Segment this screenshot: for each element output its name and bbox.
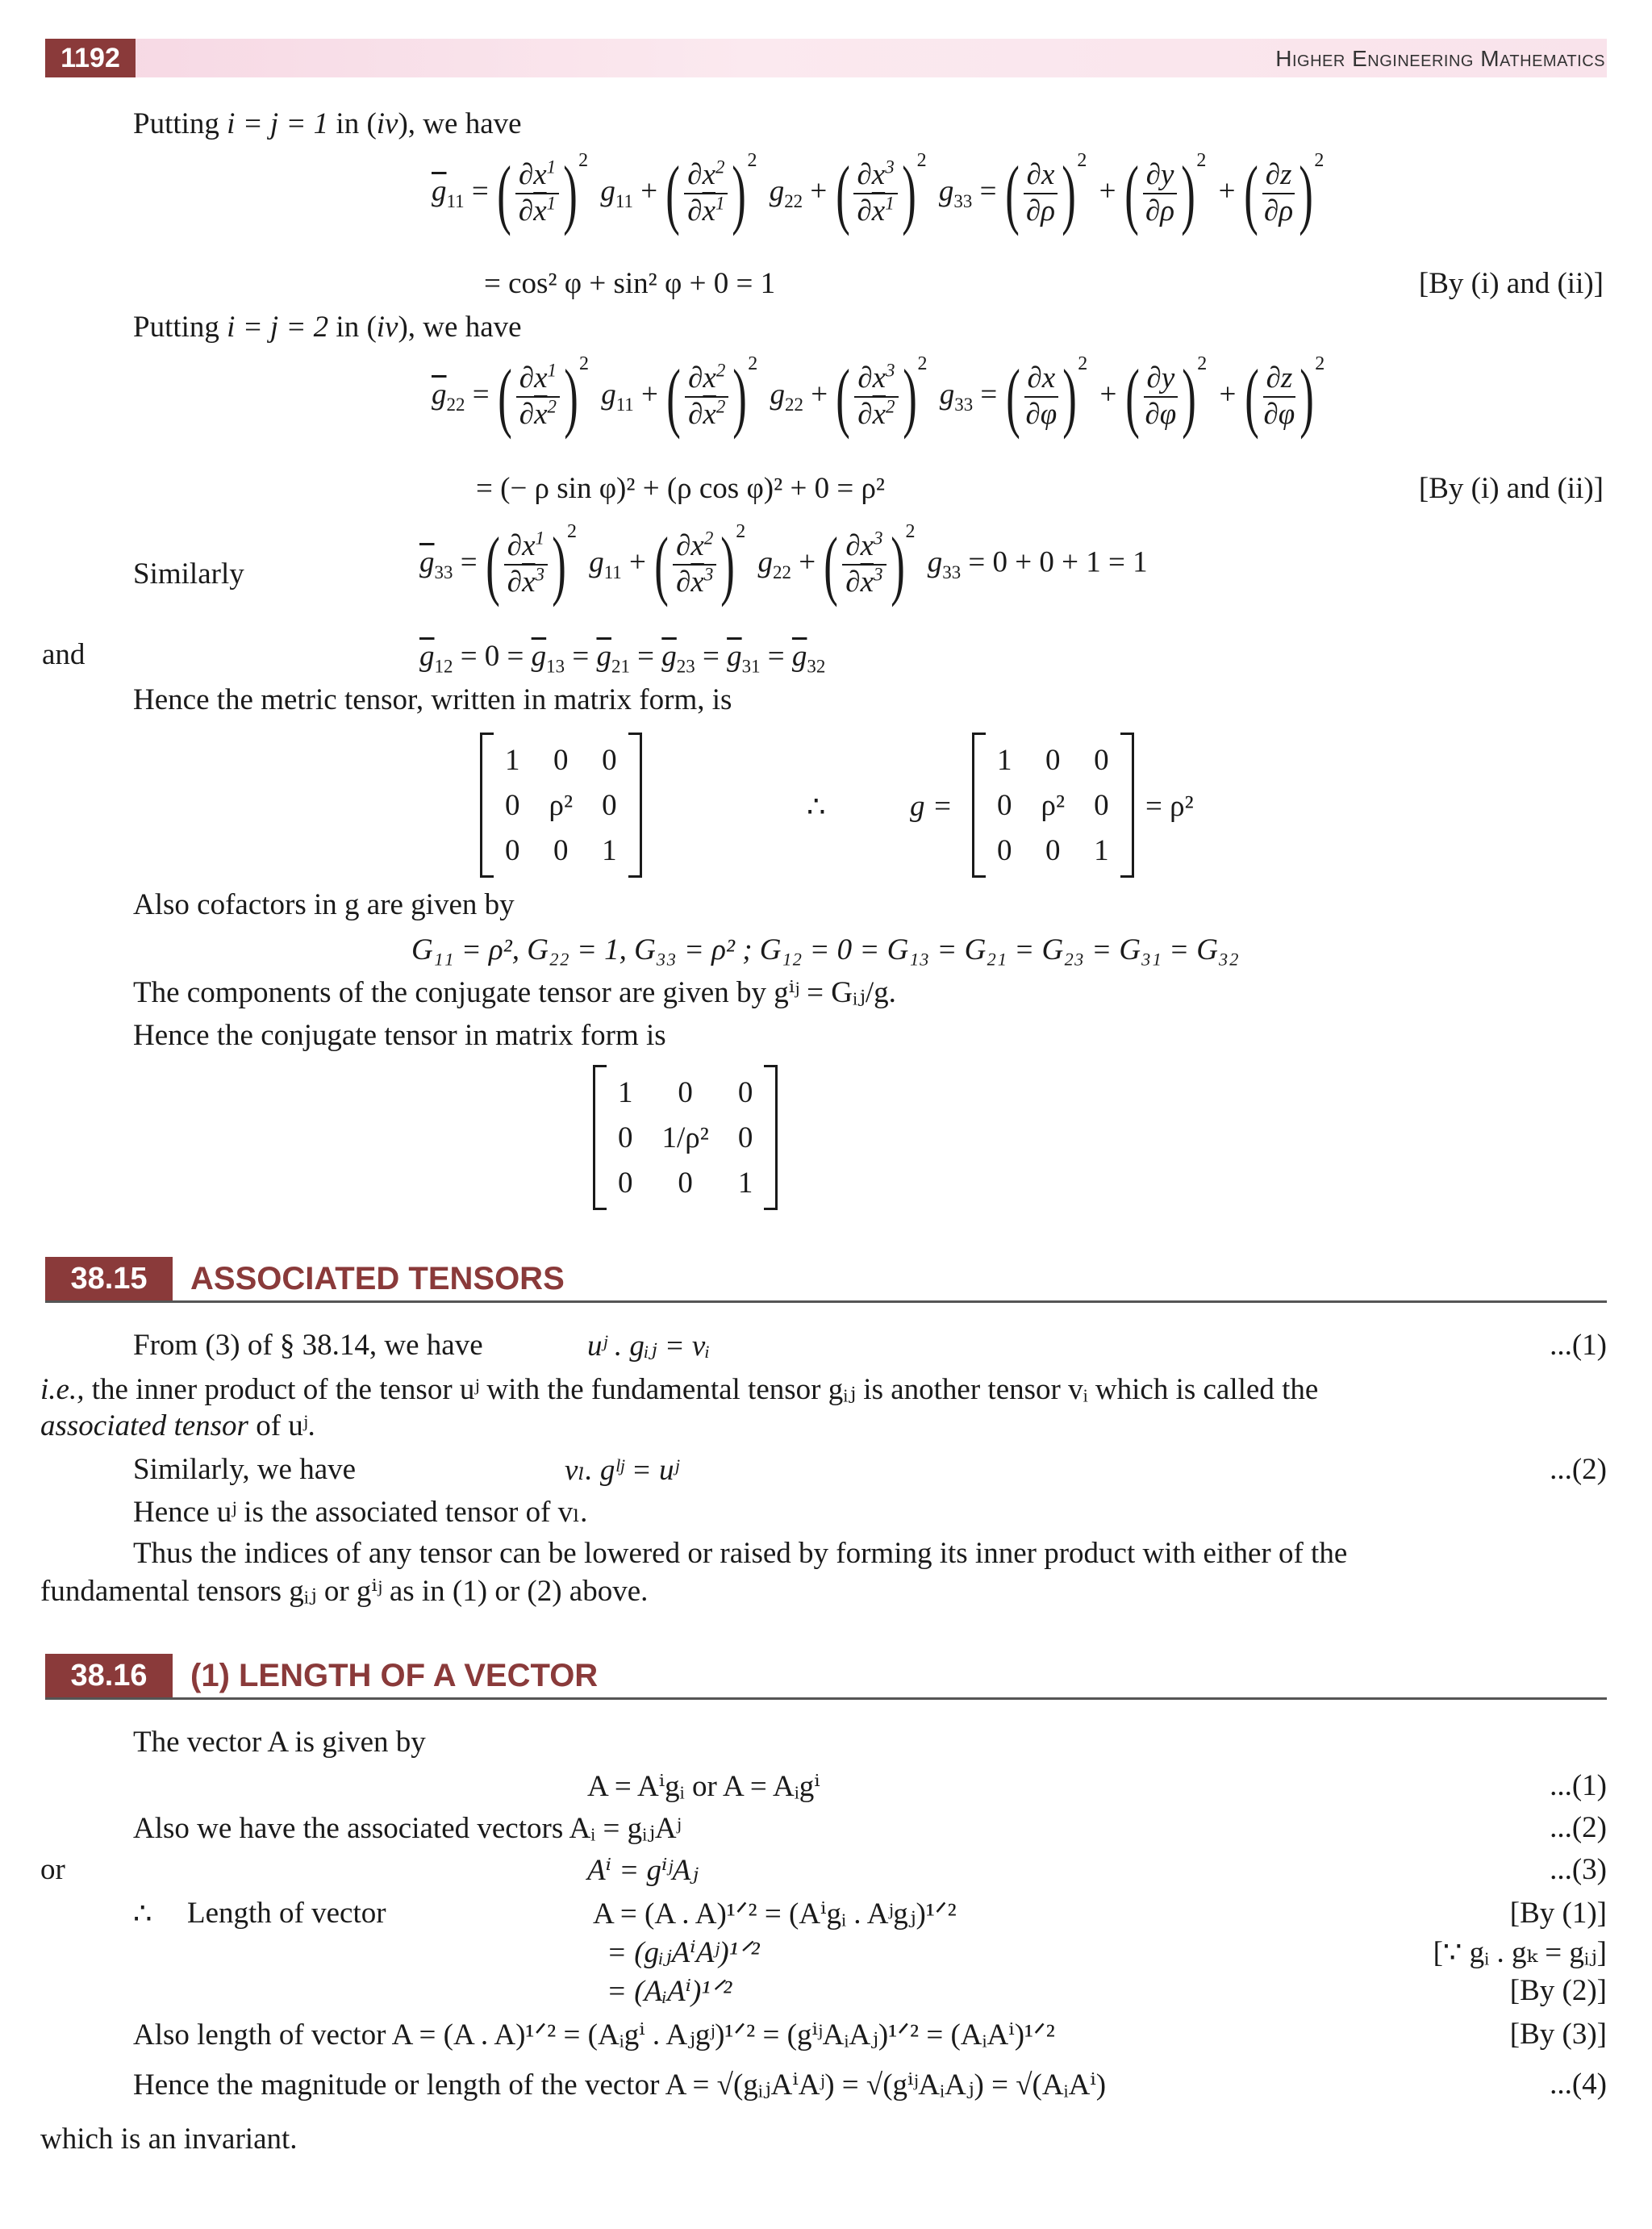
matrix-cell: 1 bbox=[505, 743, 520, 777]
paragraph-line: Similarly, we have bbox=[133, 1453, 357, 1486]
section-title: (1) LENGTH OF A VECTOR bbox=[190, 1658, 599, 1693]
matrix-cell: 1 bbox=[1094, 833, 1109, 867]
paragraph-line: Hence uʲ is the associated tensor of vₗ. bbox=[133, 1496, 588, 1529]
metric-intro: Hence the metric tensor, written in matrix form, is bbox=[133, 683, 732, 716]
similarly-label: Similarly bbox=[133, 557, 244, 591]
equation-g33: $\overline{g}_{33}$ = ( $\frac{\partial x^1}{\partial\overline{x}^3}$ )$^2$ $g_{11}$ + ( $\frac{\partial x^2}{\partial\overline{x}^3}$ )$^2$ $g_{22}$ + ( $\frac{\partial x^3}{\partial\overline{x}^3}$ )$^2$ $g_{33} = 0 + 0 + 1 = 1$ bbox=[419, 521, 1148, 607]
equation-tag: ...(1) bbox=[1550, 1329, 1607, 1362]
matrix-row bbox=[490, 783, 632, 828]
paragraph-line: which is an invariant. bbox=[40, 2123, 298, 2156]
paragraph-line: associated tensor of uʲ. bbox=[40, 1409, 315, 1442]
putting-line-2: Putting i = j = 2 in (iv), we have bbox=[133, 311, 522, 344]
section-rule bbox=[45, 1697, 1607, 1700]
reference-tag: [By (i) and (ii)] bbox=[1418, 267, 1604, 300]
matrix-cell: 1 bbox=[602, 833, 617, 867]
equation: A = (A . A)¹ᐟ² = (Aⁱgᵢ . Aʲgⱼ)¹ᐟ² bbox=[593, 1897, 957, 1931]
matrix-cell: 0 bbox=[505, 833, 520, 867]
g-equals: g = bbox=[910, 790, 953, 823]
reference-tag: [By (3)] bbox=[1509, 2018, 1607, 2051]
conjugate-matrix bbox=[593, 1065, 778, 1210]
matrix-table bbox=[603, 1070, 767, 1205]
therefore-symbol: ∴ bbox=[133, 1897, 152, 1931]
paragraph-line: Hence the magnitude or length of the vector A = √(gᵢⱼAⁱAʲ) = √(gⁱʲAᵢAⱼ) = √(AᵢAⁱ) bbox=[133, 2068, 1107, 2102]
putting-line-1: Putting i = j = 1 in (iv), we have bbox=[133, 107, 522, 140]
determinant-result: = ρ² bbox=[1145, 790, 1194, 823]
matrix-row bbox=[982, 737, 1124, 783]
matrix-row bbox=[490, 737, 632, 783]
matrix-cell: 1/ρ² bbox=[661, 1121, 709, 1154]
cofactor-intro: Also cofactors in g are given by bbox=[133, 888, 515, 921]
paragraph-line: From (3) of § 38.14, we have bbox=[133, 1329, 483, 1362]
matrix-row bbox=[603, 1160, 767, 1205]
matrix-cell: 0 bbox=[997, 833, 1012, 867]
equation-tag: ...(1) bbox=[1550, 1769, 1607, 1802]
reference-tag: [∵ gᵢ . gₖ = gᵢⱼ] bbox=[1433, 1936, 1607, 1969]
paragraph-line: fundamental tensors gᵢⱼ or gⁱʲ as in (1) or (2) above. bbox=[40, 1575, 649, 1608]
equation-tag: ...(3) bbox=[1550, 1853, 1607, 1886]
matrix-cell: 0 bbox=[1045, 833, 1061, 867]
matrix-cell: 0 bbox=[618, 1121, 633, 1154]
matrix-cell: 1 bbox=[997, 743, 1012, 777]
cofactor-equations: G₁₁ = ρ², G₂₂ = 1, G₃₃ = ρ² ; G₁₂ = 0 = G₁₃ = G₂₁ = G₂₃ = G₃₁ = G₃₂ bbox=[411, 933, 1239, 966]
matrix-cell: ρ² bbox=[1041, 788, 1066, 822]
equation-g11-result: = cos² φ + sin² φ + 0 = 1 bbox=[484, 267, 776, 300]
equation-g22: $\overline{g}_{22}$ = ( $\frac{\partial x^1}{\partial\overline{x}^2}$ )$^2$ $g_{11}$ + ( $\frac{\partial x^2}{\partial\overline{x}^2}$ )$^2$ $g_{22}$ + ( $\frac{\partial x^3}{\partial\overline{x}^2}$ )$^2$ $g_{33}$ = ( $\frac{\partial x}{\partial\varphi}$ )$^2$ + ( $\frac{\partial y}{\partial\varphi}$ )$^2$ + ( $\frac{\partial z}{\partial\varphi}$ )$^2$ bbox=[432, 353, 1325, 440]
matrix-cell: 0 bbox=[1045, 743, 1061, 777]
section-number: 38.16 bbox=[45, 1654, 173, 1697]
matrix-row bbox=[603, 1115, 767, 1160]
equation: vₗ. gˡʲ = uʲ bbox=[565, 1454, 679, 1487]
matrix-table bbox=[982, 737, 1124, 873]
equation-g22-result: = (− ρ sin φ)² + (ρ cos φ)² + 0 = ρ² bbox=[476, 472, 885, 505]
equation-tag: ...(2) bbox=[1550, 1453, 1607, 1486]
paragraph-line: Also length of vector A = (A . A)¹ᐟ² = (Aᵢgⁱ . Aⱼgʲ)¹ᐟ² = (gⁱʲAᵢAⱼ)¹ᐟ² = (AᵢAⁱ)¹ᐟ² bbox=[133, 2018, 1055, 2052]
matrix-cell: 0 bbox=[553, 833, 569, 867]
metric-matrix bbox=[480, 733, 642, 878]
matrix-cell: 0 bbox=[678, 1075, 693, 1109]
equation-tag: ...(2) bbox=[1550, 1811, 1607, 1844]
conjugate-components: The components of the conjugate tensor are given by gⁱʲ = Gᵢⱼ/g. bbox=[133, 976, 896, 1009]
matrix-cell: 1 bbox=[618, 1075, 633, 1109]
equation: = (AᵢAⁱ)¹ᐟ² bbox=[607, 1975, 732, 2008]
equation: Aⁱ = gⁱʲAⱼ bbox=[587, 1854, 699, 1887]
matrix-cell: 0 bbox=[1094, 743, 1109, 777]
book-title: Higher Engineering Mathematics bbox=[1275, 46, 1605, 71]
reference-tag: [By (i) and (ii)] bbox=[1418, 472, 1604, 505]
section-rule bbox=[45, 1300, 1607, 1303]
matrix-cell: 0 bbox=[602, 788, 617, 822]
equation-tag: ...(4) bbox=[1550, 2068, 1607, 2101]
and-label: and bbox=[42, 638, 86, 671]
reference-tag: [By (2)] bbox=[1509, 1974, 1607, 2007]
reference-tag: [By (1)] bbox=[1509, 1897, 1607, 1930]
equation: = (gᵢⱼAⁱAʲ)¹ᐟ² bbox=[607, 1936, 760, 1969]
length-label: Length of vector bbox=[187, 1897, 386, 1930]
matrix-row bbox=[603, 1070, 767, 1115]
matrix-cell: 0 bbox=[1094, 788, 1109, 822]
equation-g11: $\overline{g}_{11}$ = ( $\frac{\partial x^1}{\partial\overline{x}^1}$ )$^2$ $g_{11}$ + ( $\frac{\partial x^2}{\partial\overline{x}^1}$ )$^2$ $g_{22}$ + ( $\frac{\partial x^3}{\partial\overline{x}^1}$ )$^2$ $g_{33}$ = ( $\frac{\partial x}{\partial\rho}$ )$^2$ + ( $\frac{\partial y}{\partial\rho}$ )$^2$ + ( $\frac{\partial z}{\partial\rho}$ )$^2$ bbox=[432, 150, 1325, 236]
matrix-cell: 0 bbox=[602, 743, 617, 777]
equation-g12: $\overline{g}_{12} = 0 = \overline{g}_{13} = \overline{g}_{21} = \overline{g}_{23} = \overline{g}_{31} = \overline{g}_{32}$ bbox=[419, 640, 826, 677]
matrix-table bbox=[490, 737, 632, 873]
section-number: 38.15 bbox=[45, 1257, 173, 1300]
conjugate-intro: Hence the conjugate tensor in matrix form is bbox=[133, 1019, 666, 1052]
matrix-row bbox=[982, 783, 1124, 828]
matrix-row bbox=[490, 828, 632, 873]
paragraph-line: Thus the indices of any tensor can be lowered or raised by forming its inner product with either of the bbox=[133, 1537, 1348, 1570]
matrix-cell: 0 bbox=[618, 1166, 633, 1200]
paragraph-line: Also we have the associated vectors Aᵢ = gᵢⱼAʲ bbox=[133, 1812, 682, 1845]
metric-determinant bbox=[972, 733, 1134, 878]
equation: uʲ . gᵢⱼ = vᵢ bbox=[587, 1329, 711, 1363]
matrix-cell: 0 bbox=[678, 1166, 693, 1200]
matrix-cell: ρ² bbox=[549, 788, 574, 822]
matrix-cell: 0 bbox=[737, 1121, 753, 1154]
matrix-cell: 0 bbox=[997, 788, 1012, 822]
matrix-cell: 0 bbox=[553, 743, 569, 777]
page-number: 1192 bbox=[45, 39, 136, 77]
matrix-row bbox=[982, 828, 1124, 873]
therefore-symbol: ∴ bbox=[807, 791, 826, 824]
paragraph-line: i.e., the inner product of the tensor uʲ with the fundamental tensor gᵢⱼ is another tensor vᵢ which is called the bbox=[40, 1373, 1319, 1406]
equation: A = Aⁱgᵢ or A = Aᵢgⁱ bbox=[587, 1770, 820, 1803]
section-title: ASSOCIATED TENSORS bbox=[190, 1261, 565, 1296]
matrix-cell: 1 bbox=[737, 1166, 753, 1200]
or-label: or bbox=[40, 1853, 65, 1886]
paragraph-line: The vector A is given by bbox=[133, 1726, 426, 1759]
matrix-cell: 0 bbox=[505, 788, 520, 822]
matrix-cell: 0 bbox=[737, 1075, 753, 1109]
